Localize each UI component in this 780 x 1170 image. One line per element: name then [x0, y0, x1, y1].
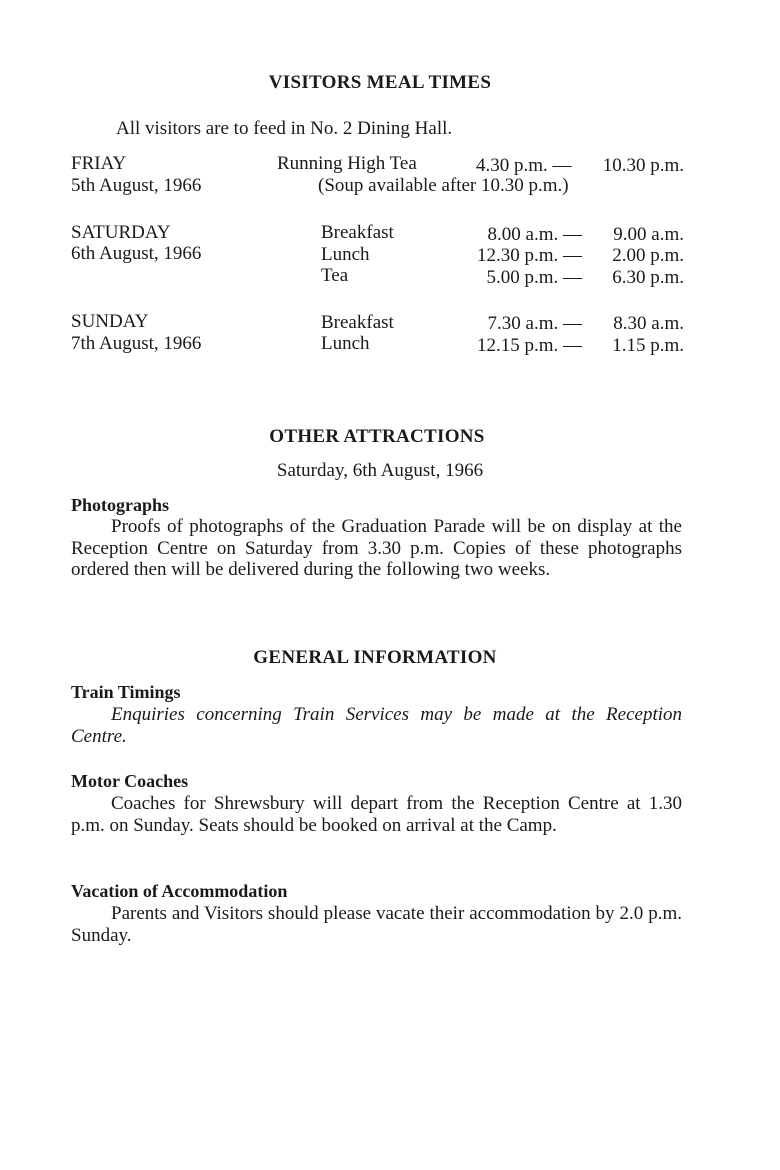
saturday-meal-start: 12.30 p.m. —	[476, 245, 582, 266]
other-attractions-title: OTHER ATTRACTIONS	[269, 426, 485, 447]
sunday-meal-name: Lunch	[321, 333, 370, 354]
train-body: Enquiries concerning Train Services may be made at the Reception Centre.	[71, 704, 682, 747]
meal-times-intro: All visitors are to feed in No. 2 Dining Hall.	[116, 118, 453, 139]
friday-end: 10.30 p.m.	[602, 155, 684, 176]
saturday-meal-start: 8.00 a.m. —	[487, 224, 582, 245]
friday-start: 4.30 p.m. —	[476, 155, 572, 176]
friday-date: 5th August, 1966	[71, 175, 202, 196]
saturday-date: 6th August, 1966	[71, 243, 202, 264]
general-information-title: GENERAL INFORMATION	[253, 647, 497, 668]
sunday-meal-start: 12.15 p.m. —	[476, 335, 582, 356]
sunday-date: 7th August, 1966	[71, 333, 202, 354]
saturday-meal-start: 5.00 p.m. —	[486, 267, 582, 288]
saturday-meal-end: 9.00 a.m.	[613, 224, 684, 245]
coaches-heading: Motor Coaches	[71, 771, 189, 791]
saturday-meal-end: 2.00 p.m.	[612, 245, 684, 266]
vacation-heading: Vacation of Accommodation	[71, 881, 288, 901]
train-heading: Train Timings	[71, 682, 181, 702]
sunday-meal-end: 8.30 a.m.	[613, 313, 684, 334]
saturday-meal-name: Lunch	[321, 244, 370, 265]
sunday-day: SUNDAY	[71, 311, 149, 332]
other-attractions-date: Saturday, 6th August, 1966	[276, 460, 484, 481]
vacation-body: Parents and Visitors should please vacate their accommodation by 2.0 p.m. Sunday.	[71, 903, 682, 946]
friday-day: FRIAY	[71, 153, 127, 174]
photographs-heading: Photographs	[71, 495, 170, 515]
sunday-meal-start: 7.30 a.m. —	[487, 313, 582, 334]
friday-note: (Soup available after 10.30 p.m.)	[318, 175, 569, 196]
saturday-meal-end: 6.30 p.m.	[612, 267, 684, 288]
friday-meal: Running High Tea	[277, 153, 417, 174]
saturday-meal-name: Tea	[321, 265, 349, 286]
saturday-day: SATURDAY	[71, 222, 171, 243]
sunday-meal-name: Breakfast	[321, 312, 394, 333]
coaches-body: Coaches for Shrewsbury will depart from the Reception Centre at 1.30 p.m. on Sunday. Seats should be booked on arrival at the Camp.	[71, 793, 682, 836]
saturday-meal-name: Breakfast	[321, 222, 394, 243]
sunday-meal-end: 1.15 p.m.	[612, 335, 684, 356]
photographs-body: Proofs of photographs of the Graduation Parade will be on display at the Reception Centre on Saturday from 3.30 p.m. Copies of these photographs ordered then will be delivered during the following two weeks.	[71, 516, 682, 580]
meal-times-title: VISITORS MEAL TIMES	[268, 72, 492, 93]
